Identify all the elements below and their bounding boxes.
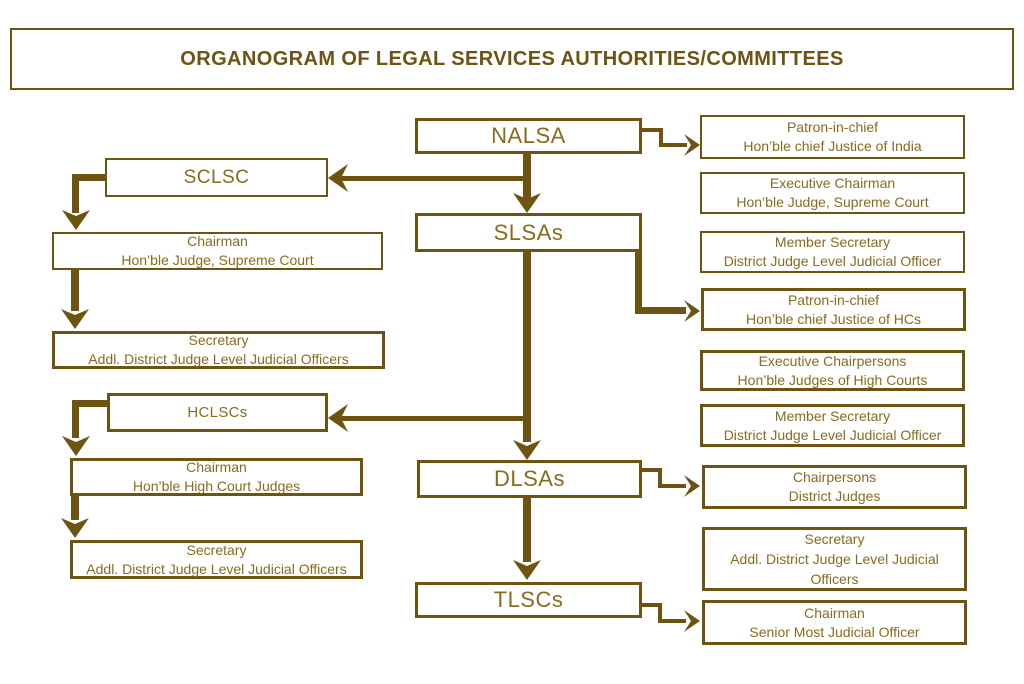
connector-branch-hclscs [341,416,523,421]
detail-box-nalsa-patron [700,115,965,159]
detail-line2: Addl. District Judge Level Judicial Officers [730,551,939,587]
connector-dlsas-tlscs [523,498,531,562]
title-box [10,28,1014,90]
node-hclscs [107,393,328,432]
detail-box-slsa-exec-chairpersons [700,350,965,391]
node-tlscs-label: TLSCs [493,587,564,612]
arrowhead-right-icon [684,134,700,156]
arrowhead-down-icon [61,518,89,538]
connector-sclsc-chairman-secretary [71,270,79,311]
arrowhead-down-icon [61,309,89,329]
detail-line1: Secretary [186,541,247,558]
arrowhead-down-icon [62,210,90,230]
detail-line1: Executive Chairman [769,175,896,191]
node-sclsc [105,158,328,197]
detail-box-slsa-member-secretary [700,404,965,447]
detail-box-hclsc-chairman [70,458,363,496]
node-hclscs-label: HCLSCs [187,403,248,421]
detail-line2: Senior Most Judicial Officer [749,623,920,640]
detail-box-dlsa-secretary [702,527,967,591]
arrowhead-down-icon [513,560,541,580]
detail-line2: Hon’ble High Court Judges [132,478,301,494]
arrowhead-left-icon [328,404,348,432]
connector-tlscs-chairman-seg3 [658,619,686,623]
node-slsas [415,213,642,252]
node-nalsa-label: NALSA [491,123,566,148]
detail-line2: District Judge Level Judicial Officer [723,253,942,269]
node-dlsas [417,460,642,498]
connector-nalsa-patron-seg3 [659,143,687,147]
connector-hclscs-chairman-seg2 [72,400,79,438]
arrowhead-right-icon [684,475,700,497]
connector-sclsc-chairman-seg2 [72,174,79,213]
detail-line2: District Judge Level Judicial Officer [723,426,942,443]
arrowhead-down-icon [62,436,90,456]
detail-line1: Chairman [804,604,865,621]
detail-line2: Addl. District Judge Level Judicial Officers [88,351,349,367]
arrowhead-right-icon [684,610,700,632]
connector-slsas-dlsas-trunk [523,252,531,442]
arrowhead-left-icon [328,164,348,192]
detail-line1: Patron-in-chief [787,291,880,308]
detail-box-slsa-patron [701,288,966,331]
detail-line1: Chairman [186,459,247,475]
detail-box-hclsc-secretary [70,540,363,579]
detail-box-sclsc-chairman [52,232,383,270]
connector-dlsas-chairpersons-seg3 [658,484,686,488]
detail-line1: Member Secretary [774,234,891,250]
detail-line2: Hon’ble chief Justice of HCs [745,310,922,327]
detail-line1: Patron-in-chief [786,119,879,135]
detail-line2: Hon’ble Judges of High Courts [737,371,928,388]
arrowhead-right-icon [684,300,700,322]
connector-slsas-patron-seg1 [635,252,642,311]
detail-box-nalsa-member-secretary [700,231,965,273]
connector-slsas-patron-seg2 [635,307,686,314]
node-tlscs [415,582,642,618]
arrowhead-down-icon [513,193,541,213]
connector-branch-sclsc [341,176,523,181]
detail-line1: Secretary [188,332,249,348]
detail-line1: Member Secretary [774,407,891,424]
detail-box-sclsc-secretary [52,331,385,369]
detail-line2: Addl. District Judge Level Judicial Officers [86,560,347,577]
detail-line1: Chairman [187,233,248,249]
connector-hclsc-chairman-secretary [71,496,79,520]
node-sclsc-label: SCLSC [183,166,250,188]
arrowhead-down-icon [513,440,541,460]
detail-line1: Executive Chairpersons [758,352,907,369]
node-dlsas-label: DLSAs [494,466,565,491]
detail-box-dlsa-chairpersons [702,465,967,509]
detail-line2: Hon’ble Judge, Supreme Court [121,252,314,268]
detail-line1: Secretary [804,531,865,547]
node-nalsa [415,118,642,154]
page-title: ORGANOGRAM OF LEGAL SERVICES AUTHORITIES/COMMITTEES [180,47,844,70]
detail-line2: Hon’ble chief Justice of India [743,138,922,154]
detail-line2: Hon’ble Judge, Supreme Court [736,194,929,210]
detail-line2: District Judges [788,488,881,504]
detail-box-nalsa-exec-chairman [700,172,965,214]
node-slsas-label: SLSAs [493,219,564,245]
detail-line1: Chairpersons [792,469,877,485]
detail-box-tlsc-chairman [702,600,967,645]
